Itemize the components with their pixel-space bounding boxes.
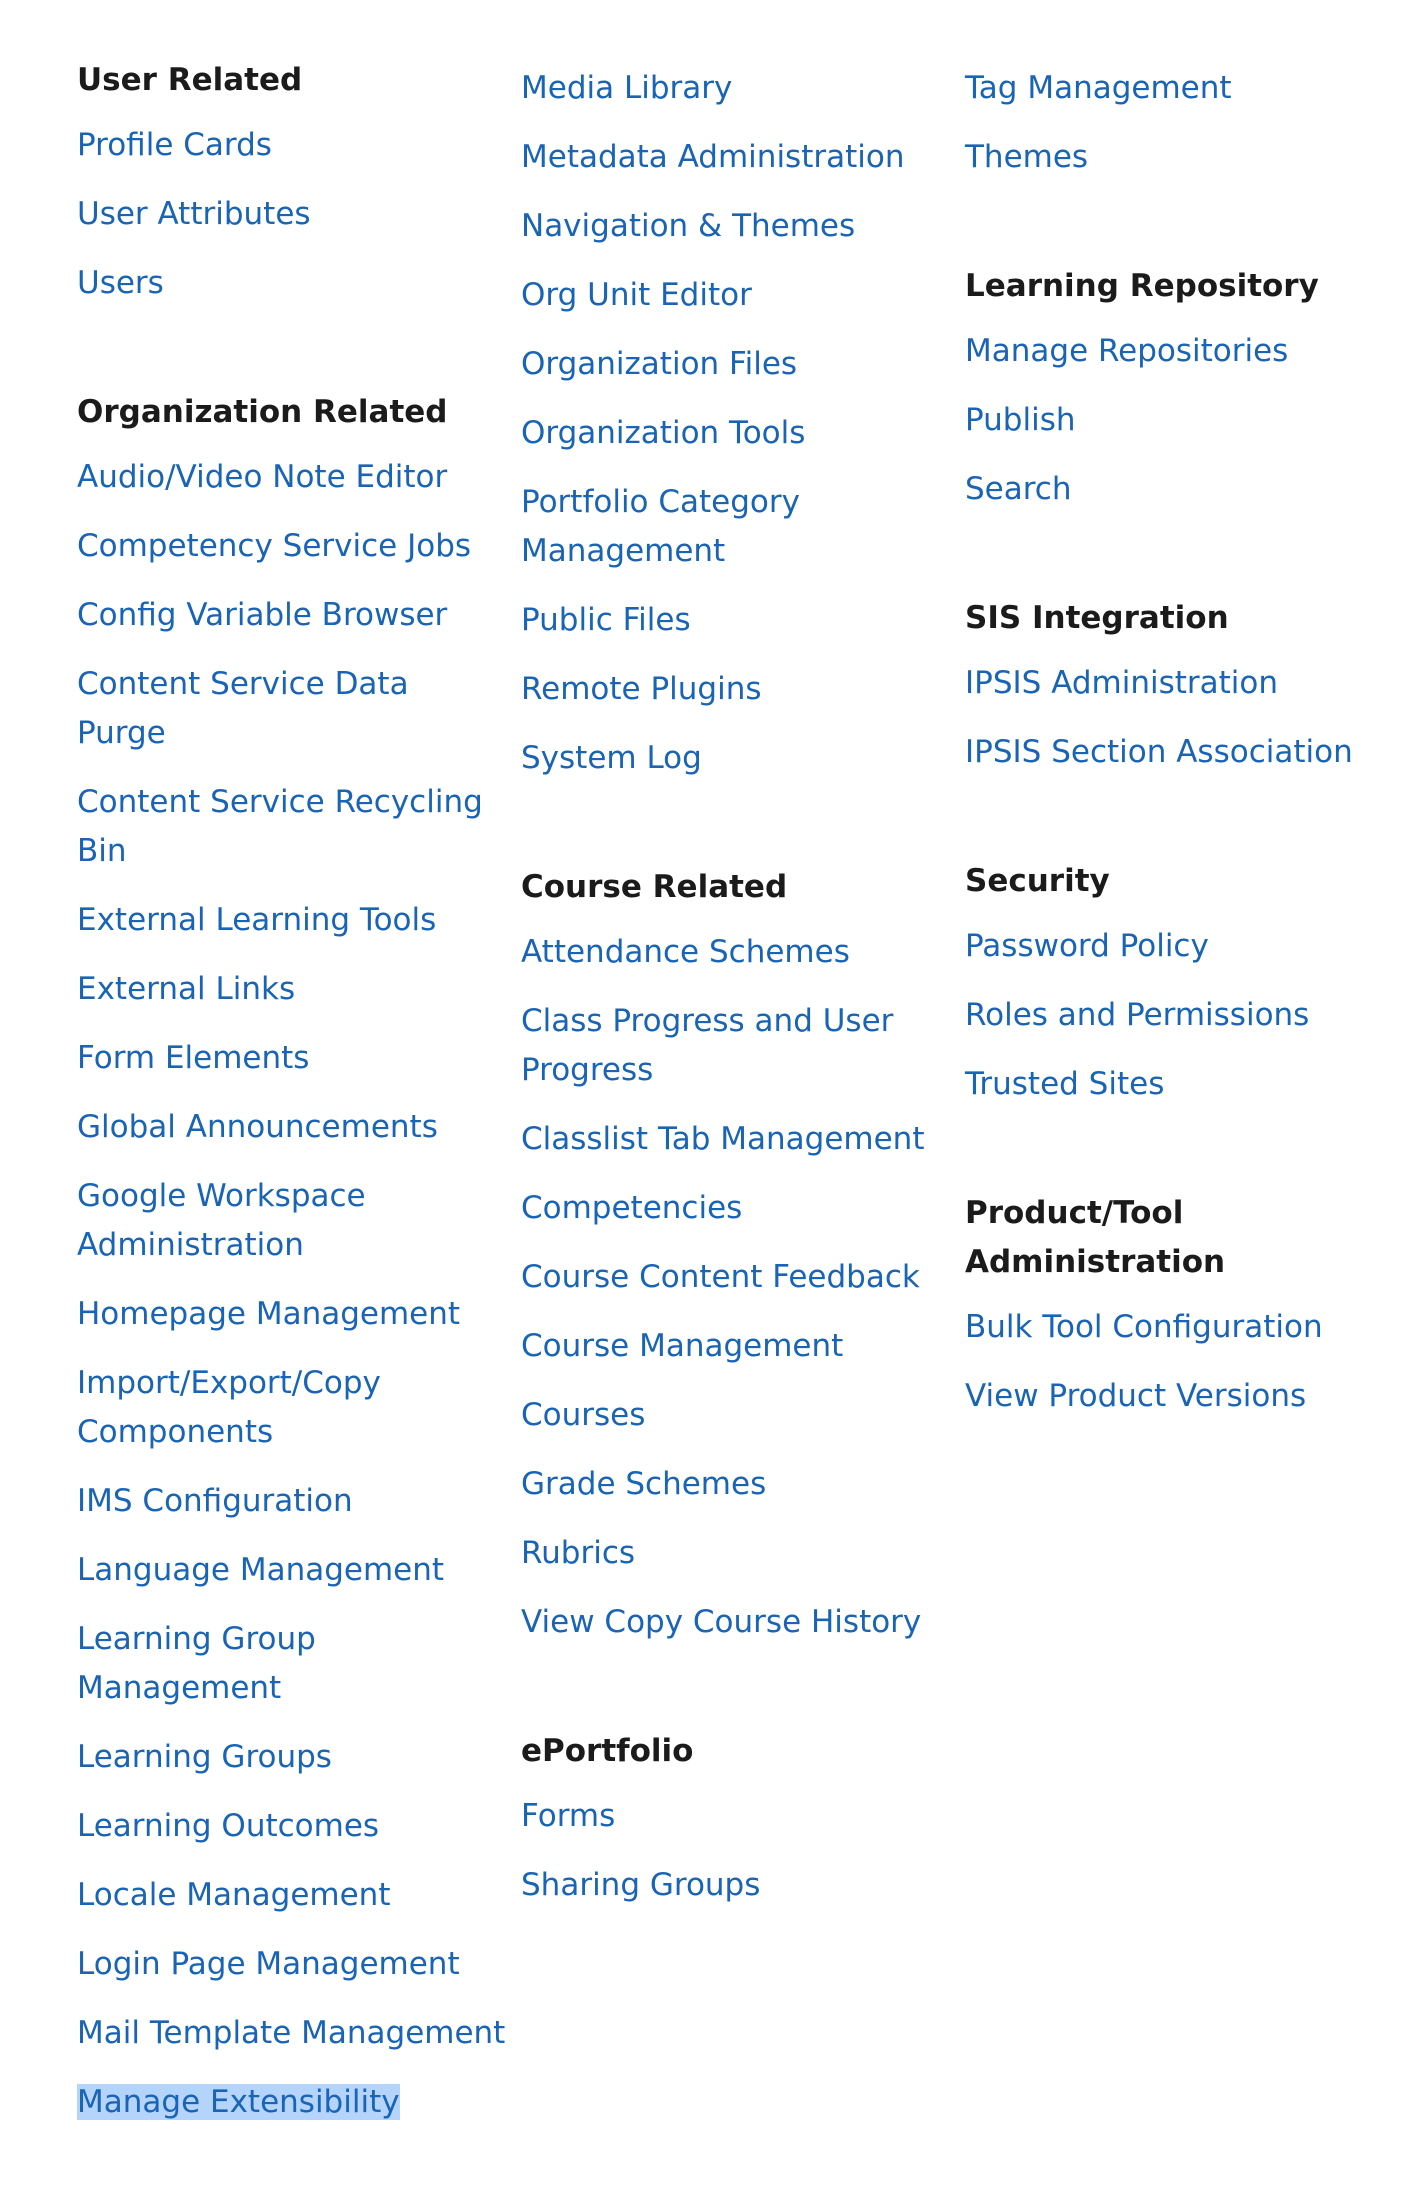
link-language-management[interactable]: Language Management [77, 1552, 445, 1588]
link-rubrics[interactable]: Rubrics [521, 1535, 636, 1571]
link-profile-cards[interactable]: Profile Cards [77, 127, 272, 163]
link-class-progress-and-user-progress[interactable]: Class Progress and User Progress [521, 1003, 894, 1088]
link-locale-management[interactable]: Locale Management [77, 1877, 391, 1913]
section-learning-repository [965, 262, 1395, 514]
link-password-policy[interactable]: Password Policy [965, 928, 1209, 964]
link-manage-repositories[interactable]: Manage Repositories [965, 333, 1289, 369]
link-list-product-tool-administration [965, 1303, 1395, 1421]
section-title-user-related: User Related [77, 62, 303, 98]
section-security [965, 857, 1395, 1109]
link-trusted-sites[interactable]: Trusted Sites [965, 1066, 1165, 1102]
link-course-content-feedback[interactable]: Course Content Feedback [521, 1259, 920, 1295]
section-product-tool-administration [965, 1189, 1395, 1421]
section-title-organization-related: Organization Related [77, 394, 448, 430]
column-1 [77, 56, 507, 2207]
section-title-sis-integration: SIS Integration [965, 600, 1229, 636]
link-competency-service-jobs[interactable]: Competency Service Jobs [77, 528, 472, 564]
link-list-organization-continued-2 [965, 64, 1395, 182]
link-tag-management[interactable]: Tag Management [965, 70, 1232, 106]
link-audio-video-note-editor[interactable]: Audio/Video Note Editor [77, 459, 448, 495]
link-list-eportfolio [521, 1792, 951, 1910]
link-system-log[interactable]: System Log [521, 740, 702, 776]
link-google-workspace-administration[interactable]: Google Workspace Administration [77, 1178, 366, 1263]
link-content-service-recycling-bin[interactable]: Content Service Recycling Bin [77, 784, 483, 869]
link-ims-configuration[interactable]: IMS Configuration [77, 1483, 353, 1519]
section-course-related [521, 863, 951, 1647]
link-global-announcements[interactable]: Global Announcements [77, 1109, 438, 1145]
link-form-elements[interactable]: Form Elements [77, 1040, 310, 1076]
link-homepage-management[interactable]: Homepage Management [77, 1296, 461, 1332]
link-bulk-tool-configuration[interactable]: Bulk Tool Configuration [965, 1309, 1323, 1345]
link-classlist-tab-management[interactable]: Classlist Tab Management [521, 1121, 925, 1157]
link-org-unit-editor[interactable]: Org Unit Editor [521, 277, 752, 313]
link-list-sis-integration [965, 659, 1395, 777]
link-users[interactable]: Users [77, 265, 164, 301]
link-list-security [965, 922, 1395, 1109]
section-title-product-tool-administration: Product/Tool Administration [965, 1195, 1226, 1280]
link-navigation-themes[interactable]: Navigation & Themes [521, 208, 856, 244]
link-list-organization-related [77, 453, 507, 2127]
link-user-attributes[interactable]: User Attributes [77, 196, 311, 232]
link-themes[interactable]: Themes [965, 139, 1089, 175]
section-sis-integration [965, 594, 1395, 777]
section-eportfolio [521, 1727, 951, 1910]
link-search[interactable]: Search [965, 471, 1072, 507]
link-organization-tools[interactable]: Organization Tools [521, 415, 806, 451]
link-list-course-related [521, 928, 951, 1647]
link-learning-groups[interactable]: Learning Groups [77, 1739, 332, 1775]
column-3 [965, 56, 1395, 1501]
link-content-service-data-purge[interactable]: Content Service Data Purge [77, 666, 409, 751]
section-organization-continued [521, 64, 951, 783]
link-public-files[interactable]: Public Files [521, 602, 691, 638]
link-manage-extensibility[interactable]: Manage Extensibility [77, 2084, 400, 2120]
section-organization-related [77, 388, 507, 2127]
link-import-export-copy-components[interactable]: Import/Export/Copy Components [77, 1365, 381, 1450]
section-user-related [77, 56, 507, 308]
link-grade-schemes[interactable]: Grade Schemes [521, 1466, 767, 1502]
link-view-product-versions[interactable]: View Product Versions [965, 1378, 1307, 1414]
section-title-course-related: Course Related [521, 869, 788, 905]
link-competencies[interactable]: Competencies [521, 1190, 743, 1226]
link-view-copy-course-history[interactable]: View Copy Course History [521, 1604, 922, 1640]
link-login-page-management[interactable]: Login Page Management [77, 1946, 460, 1982]
link-list-learning-repository [965, 327, 1395, 514]
column-2 [521, 56, 951, 1990]
link-learning-group-management[interactable]: Learning Group Management [77, 1621, 316, 1706]
section-title-learning-repository: Learning Repository [965, 268, 1319, 304]
link-config-variable-browser[interactable]: Config Variable Browser [77, 597, 448, 633]
link-external-links[interactable]: External Links [77, 971, 296, 1007]
link-metadata-administration[interactable]: Metadata Administration [521, 139, 905, 175]
section-organization-continued-2 [965, 64, 1395, 182]
link-external-learning-tools[interactable]: External Learning Tools [77, 902, 437, 938]
link-roles-and-permissions[interactable]: Roles and Permissions [965, 997, 1310, 1033]
link-organization-files[interactable]: Organization Files [521, 346, 798, 382]
link-ipsis-section-association[interactable]: IPSIS Section Association [965, 734, 1353, 770]
link-list-organization-continued [521, 64, 951, 783]
link-media-library[interactable]: Media Library [521, 70, 733, 106]
link-remote-plugins[interactable]: Remote Plugins [521, 671, 762, 707]
link-sharing-groups[interactable]: Sharing Groups [521, 1867, 761, 1903]
link-course-management[interactable]: Course Management [521, 1328, 844, 1364]
link-courses[interactable]: Courses [521, 1397, 646, 1433]
link-learning-outcomes[interactable]: Learning Outcomes [77, 1808, 380, 1844]
section-title-eportfolio: ePortfolio [521, 1733, 694, 1769]
link-publish[interactable]: Publish [965, 402, 1076, 438]
section-title-security: Security [965, 863, 1110, 899]
link-forms[interactable]: Forms [521, 1798, 616, 1834]
link-portfolio-category-management[interactable]: Portfolio Category Management [521, 484, 800, 569]
link-mail-template-management[interactable]: Mail Template Management [77, 2015, 506, 2051]
link-attendance-schemes[interactable]: Attendance Schemes [521, 934, 850, 970]
link-ipsis-administration[interactable]: IPSIS Administration [965, 665, 1279, 701]
link-list-user-related [77, 121, 507, 308]
